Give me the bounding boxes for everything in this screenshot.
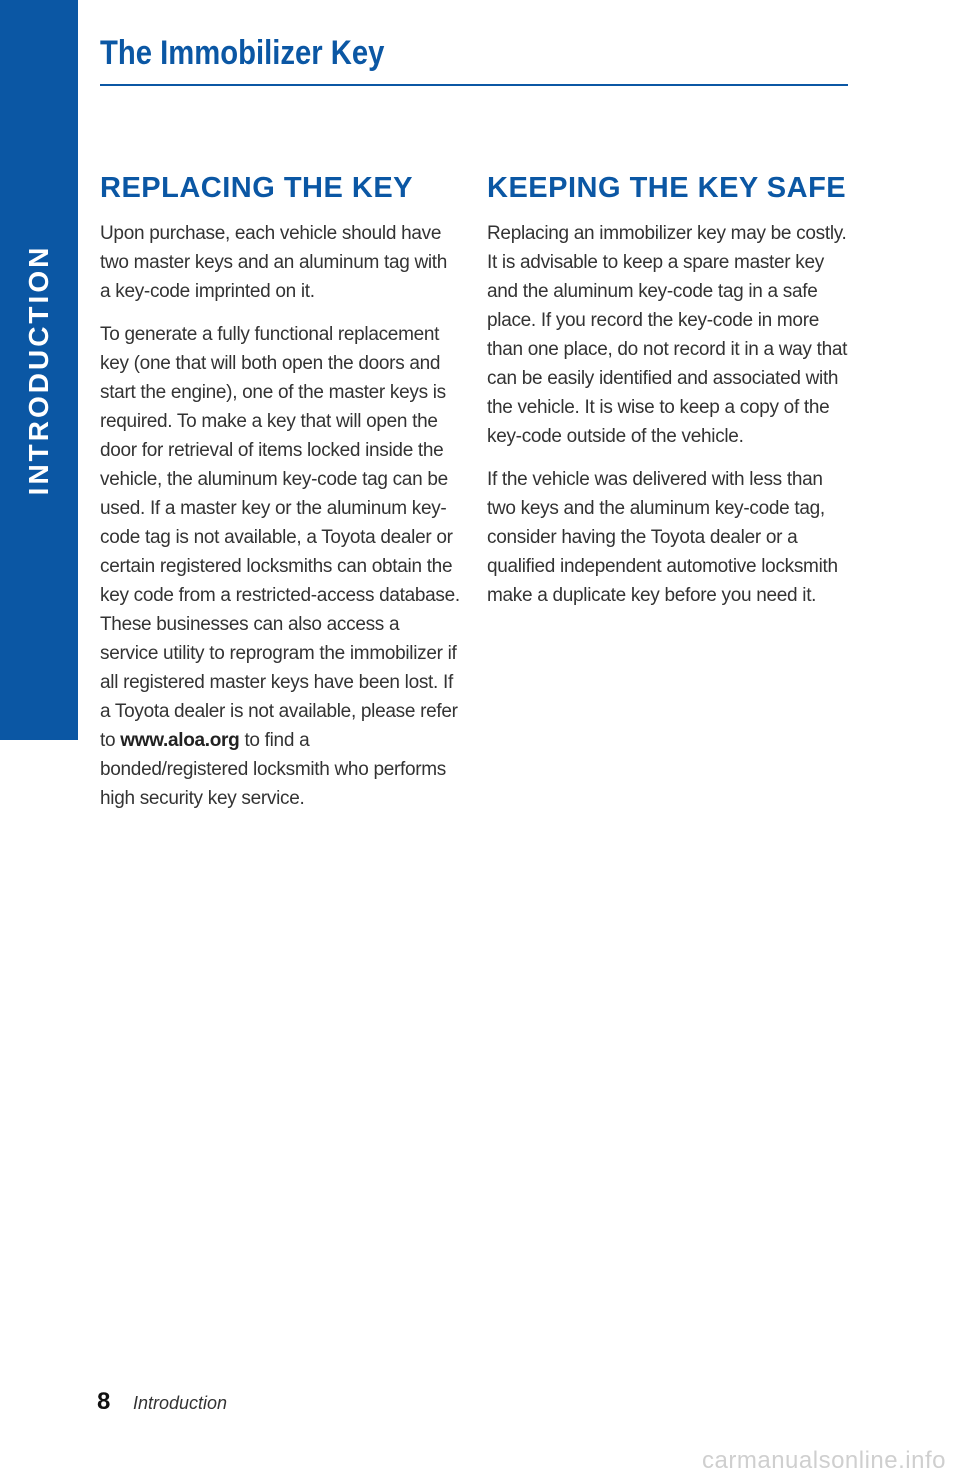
keeping-key-safe-paragraph-1: Replacing an immobilizer key may be costly. It is advisable to keep a spare master key and the aluminum key-code tag in a safe place. If you record the key-code in more than one place, do not record it in a way that can be easily identified and associated with the vehicle. It is wise to keep a copy of the key-code outside of the vehicle.: [487, 223, 848, 447]
keeping-key-safe-heading: KEEPING THE KEY SAFE: [487, 172, 847, 204]
keeping-key-safe-paragraph-2: If the vehicle was delivered with less than two keys and the aluminum key-code tag, consider having the Toyota dealer or a qualified independent automotive locksmith make a duplicate key before you need it.: [487, 469, 838, 606]
replacing-key-paragraph-2-end: to find a bonded/registered locksmith who performs high security key service.: [100, 730, 447, 809]
keeping-key-safe-section: [487, 172, 849, 624]
watermark: carmanualsonline.info: [702, 1447, 946, 1474]
section-side-tab: [0, 0, 78, 740]
aloa-link[interactable]: www.aloa.org: [120, 730, 240, 751]
replacing-key-heading: REPLACING THE KEY: [100, 172, 414, 204]
replacing-key-paragraph-2: [100, 320, 462, 813]
side-tab-label: INTRODUCTION: [23, 244, 54, 496]
page-number: 8: [97, 1388, 111, 1415]
replacing-key-paragraph-1: Upon purchase, each vehicle should have two master keys and an aluminum tag with a key-code imprinted on it.: [100, 223, 448, 302]
title-divider: [100, 84, 848, 86]
footer-section-label: Introduction: [133, 1393, 228, 1413]
replacing-key-section: [100, 172, 462, 827]
replacing-key-paragraph-2-start: To generate a fully functional replacement key (one that will both open the doors and start the engine), one of the master keys is required. To make a key that will open the door for retrieval of items locked inside the vehicle, the aluminum key-code tag can be used. If a master key or the aluminum key-code tag is not available, a Toyota dealer or certain registered locksmiths can obtain the key code from a restricted-access database. These businesses can also access a service utility to reprogram the immobilizer if all registered master keys have been lost. If a Toyota dealer is not available, please refer to: [100, 324, 460, 751]
page-title: The Immobilizer Key: [100, 34, 385, 72]
